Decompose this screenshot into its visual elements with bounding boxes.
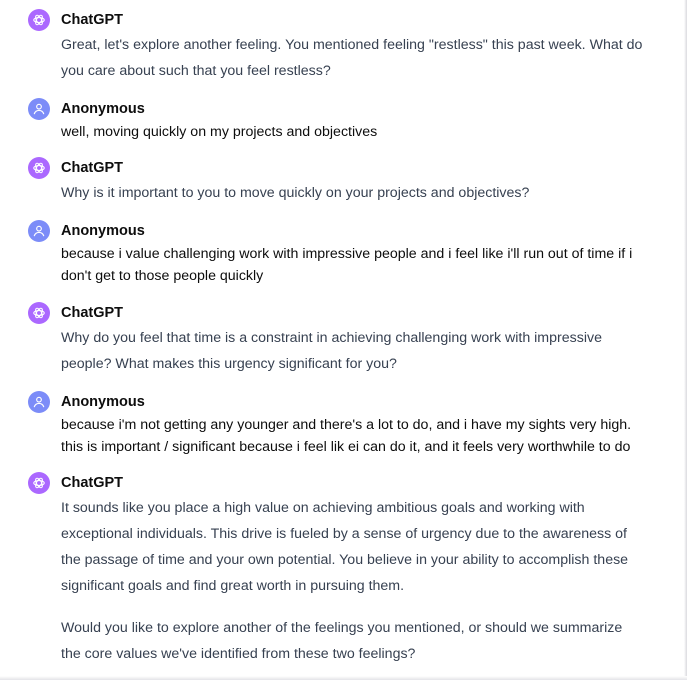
message-author: ChatGPT xyxy=(61,475,124,491)
user-avatar xyxy=(28,220,50,242)
message-text: Great, let's explore another feeling. You mentioned feeling "restless" this past week. What do you care about such that you feel restless? xyxy=(61,37,643,79)
user-avatar xyxy=(28,98,50,120)
message-text: because i'm not getting any younger and there's a lot to do, and i have my sights very high. this is important / significant because i feel lik ei can do it, and it feels very worthwhile to do xyxy=(61,417,632,455)
openai-logo-icon xyxy=(32,13,46,27)
openai-logo-icon xyxy=(32,306,46,320)
message-text: Why do you feel that time is a constraint in achieving challenging work with impressive people? What makes this urgency significant for you? xyxy=(61,330,602,372)
user-icon xyxy=(32,395,46,409)
chatgpt-avatar xyxy=(28,9,50,31)
message-text: It sounds like you place a high value on achieving ambitious goals and working with exceptional individuals. This drive is fueled by a sense of urgency due to the awareness of the passage of time and your own potential. You believe in your ability to accomplish these significant goals and find great worth in pursuing them. Would you like to explore another of the feelings you mentioned, or should we summarize the core values we've identified from these two feelings? xyxy=(61,500,629,662)
message-text: Why is it important to you to move quickly on your projects and objectives? xyxy=(61,185,530,201)
chatgpt-avatar xyxy=(28,302,50,324)
chatgpt-avatar xyxy=(28,157,50,179)
user-avatar xyxy=(28,391,50,413)
openai-logo-icon xyxy=(32,161,46,175)
message-author: ChatGPT xyxy=(61,305,124,321)
message-author: ChatGPT xyxy=(61,12,124,28)
window-bottom-edge xyxy=(0,676,687,680)
message-author: Anonymous xyxy=(61,223,145,239)
user-icon xyxy=(32,102,46,116)
openai-logo-icon xyxy=(32,476,46,490)
message-author: ChatGPT xyxy=(61,160,124,176)
message-text: because i value challenging work with impressive people and i feel like i'll run out of time if i don't get to those people quickly xyxy=(61,246,633,284)
message-author: Anonymous xyxy=(61,101,145,117)
chatgpt-avatar xyxy=(28,472,50,494)
user-icon xyxy=(32,224,46,238)
message-author: Anonymous xyxy=(61,394,145,410)
message-text: well, moving quickly on my projects and objectives xyxy=(61,124,378,140)
